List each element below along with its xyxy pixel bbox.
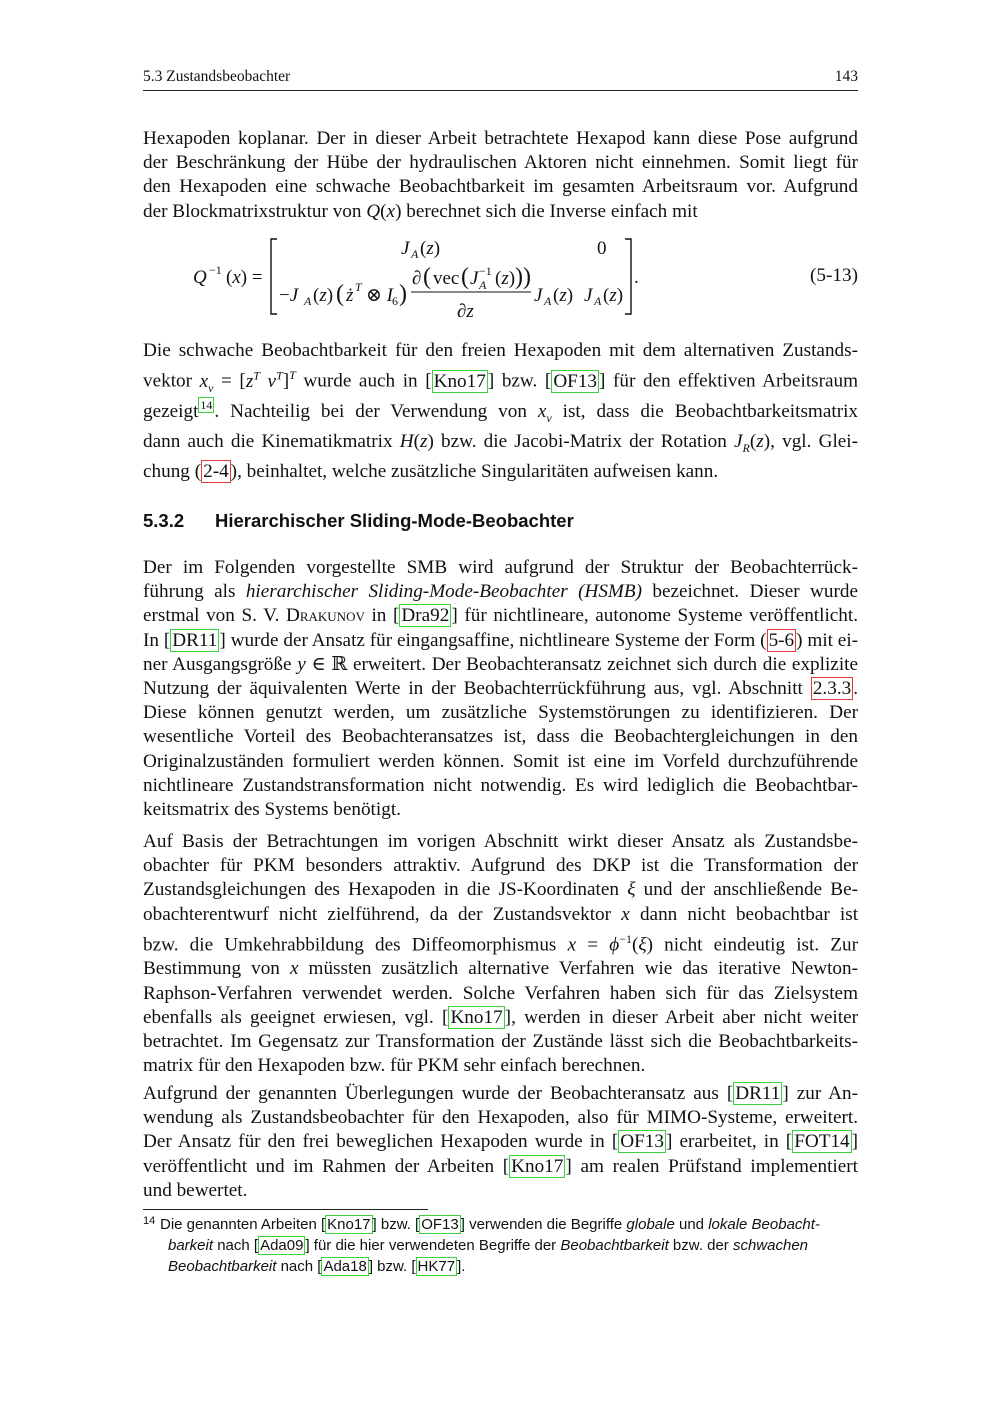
- svg-text:(x) =: (x) =: [226, 267, 263, 288]
- svg-text:6: 6: [392, 294, 398, 308]
- svg-text:A: A: [304, 294, 312, 308]
- text-line: der Blockmatrixstruktur von Q(x) berechnet sich die Inverse einfach mit: [143, 200, 698, 222]
- text-line: keitsmatrix des Systems benötigt.: [143, 799, 401, 821]
- citation-kno17[interactable]: Kno17: [511, 1155, 564, 1177]
- footnote-line: Die genannten Arbeiten [ Kno17 ] bzw. [ OF13 ] verwenden die Begriffe globale und lokale Beobacht-: [160, 1216, 820, 1233]
- equation-svg: [143, 234, 858, 324]
- text-line: wesentliche Vorteil des Beobachteransatzes ist, dass die Beobachtergleichungen in den: [143, 726, 858, 748]
- citation-ada09[interactable]: Ada09: [260, 1237, 304, 1254]
- text-line: Die schwache Beobachtbarkeit für den freien Hexapoden mit dem alternativen Zustands-: [143, 340, 858, 361]
- svg-text:(z): (z): [553, 285, 574, 306]
- svg-text:J: J: [470, 268, 479, 289]
- text-line: Der Ansatz für den frei beweglichen Hexapoden wurde in [ OF13 ] erarbeitet, in [ FOT14 ]: [143, 1131, 859, 1153]
- svg-text:J: J: [534, 285, 543, 306]
- page-number: 143: [834, 68, 858, 85]
- text-line: obachter für PKM besonders attraktiv. Aufgrund des DKP ist die Transformation der: [143, 855, 858, 877]
- svg-text:)): )): [515, 264, 531, 290]
- header-section-title: 5.3 Zustandsbeobachter: [143, 68, 291, 85]
- footnote-line: Beobachtbarkeit nach [ Ada18 ] bzw. [ HK77 ].: [168, 1258, 466, 1275]
- svg-text:∂: ∂: [412, 268, 422, 289]
- text-line: veröffentlicht und im Rahmen der Arbeiten [ Kno17 ] am realen Prüfstand implementiert: [143, 1155, 858, 1177]
- ref-equation-2-4[interactable]: 2-4: [203, 460, 229, 482]
- citation-of13[interactable]: OF13: [553, 370, 598, 392]
- text-line: betrachtet. Im Gegensatz zur Transformation der Zustände lässt sich die Beobachtbarkeits-: [143, 1031, 858, 1053]
- svg-text:): ): [399, 281, 407, 307]
- paragraph-1: [143, 127, 858, 224]
- text-line: obachterentwurf nicht zielführend, da der Zustandsvektor x dann nicht beobachtbar ist: [143, 903, 859, 925]
- svg-text:(: (: [336, 281, 344, 307]
- paragraph-3: [143, 556, 858, 822]
- citation-ada18[interactable]: Ada18: [323, 1258, 367, 1275]
- text-line: gezeigt $^{14}$ . Nachteilig bei der Verwendung von $x_v$ ist, dass die Beobachtbarkeitsmatrix: [143, 398, 859, 425]
- ref-section-2-3-3[interactable]: 2.3.3: [812, 678, 852, 700]
- author-name: Drakunov: [285, 605, 365, 627]
- paragraph-2: [143, 339, 858, 484]
- ref-equation-5-6[interactable]: 5-6: [768, 629, 795, 651]
- svg-text:(z): (z): [313, 285, 334, 306]
- text-line: Aufgrund der genannten Überlegungen wurde der Beobachteransatz aus [ DR11 ] zur An-: [143, 1083, 858, 1104]
- text-line: ner Ausgangsgröße y ∈ ℝ erweitert. Der Beobachteransatz zeichnet sich durch die explizite: [143, 653, 858, 675]
- svg-text:0: 0: [597, 238, 607, 259]
- svg-text:A: A: [479, 278, 487, 292]
- section-number: 5.3.2: [143, 510, 185, 531]
- svg-text:A: A: [411, 247, 419, 261]
- svg-text:T: T: [355, 280, 362, 294]
- footnote-number: 14: [143, 1215, 156, 1227]
- text-line: Raphson-Verfahren verwendet werden. Solche Verfahren haben sich für das Zielsystem: [143, 982, 858, 1004]
- text-line: vektor $x_v = [z^T$ $v^T]^T$ wurde auch in [ Kno17 ] bzw. [ OF13 ] für den effektiven Arbeitsraum: [143, 368, 859, 395]
- svg-text:J: J: [584, 285, 593, 306]
- text-line: bzw. die Umkehrabbildung des Diffeomorphismus $x = \phi^{-1}(\xi)$ nicht eindeutig ist. Zur: [143, 931, 859, 956]
- equation-label: (5-13): [810, 265, 858, 286]
- citation-kno17[interactable]: Kno17: [433, 370, 486, 392]
- text-line: den Hexapoden eine schwache Beobachtbarkeit im gesamten Arbeitsraum vor. Aufgrund: [143, 176, 858, 198]
- citation-dr11[interactable]: DR11: [735, 1083, 781, 1104]
- svg-text:vec: vec: [433, 268, 460, 289]
- footnote-divider: [143, 1209, 428, 1210]
- svg-text:Q: Q: [193, 267, 207, 288]
- svg-text:⊗ I: ⊗ I: [366, 285, 393, 306]
- svg-text:−J: −J: [279, 285, 299, 306]
- text-line: Bestimmung von x müssten zusätzlich alternative Verfahren wie das iterative Newton-: [143, 958, 858, 980]
- citation-of13[interactable]: OF13: [421, 1216, 459, 1233]
- text-line: matrix für den Hexapoden bzw. für PKM sehr einfach berechnen.: [143, 1055, 646, 1077]
- text-line: und bewertet.: [143, 1179, 248, 1201]
- citation-of13[interactable]: OF13: [620, 1131, 664, 1153]
- paragraph-4: [143, 830, 858, 1078]
- svg-text:(z): (z): [603, 285, 624, 306]
- text-line: Diese können genutzt werden, um zusätzliche Systemstörungen zu identifizieren. Der: [143, 702, 858, 724]
- citation-hk77[interactable]: HK77: [417, 1258, 456, 1275]
- equation-5-13: [143, 234, 858, 324]
- running-header: [143, 68, 858, 91]
- svg-text:A: A: [594, 294, 602, 308]
- text-line: Hexapoden koplanar. Der in dieser Arbeit betrachtete Hexapod kann diese Pose aufgrund: [143, 128, 858, 149]
- svg-text:−1: −1: [479, 264, 492, 278]
- paragraph-5: [143, 1082, 858, 1203]
- text-line: Nutzung der äquivalenten Werte in der Beobachterrückführung aus, vgl. Abschnitt 2.3.3 .: [143, 678, 858, 700]
- section-heading: [143, 510, 574, 532]
- svg-text:(z): (z): [420, 238, 441, 259]
- svg-text:(: (: [423, 264, 431, 290]
- svg-text:−1: −1: [209, 263, 222, 277]
- citation-dra92[interactable]: Dra92: [401, 605, 450, 627]
- svg-text:A: A: [544, 294, 552, 308]
- text-line: In [ DR11 ] wurde der Ansatz für eingangsaffine, nichtlineare Systeme der Form ( 5-6 ) mit ei-: [143, 629, 859, 651]
- citation-kno17[interactable]: Kno17: [450, 1006, 503, 1028]
- text-line: dann auch die Kinematikmatrix H(z) bzw. die Jacobi-Matrix der Rotation $J_R(z)$, vgl. Glei-: [143, 430, 859, 455]
- svg-text:ż: ż: [346, 285, 354, 306]
- footnote-14: [143, 1214, 858, 1277]
- text-line: ebenfalls als geeignet erwiesen, vgl. [ Kno17 ], werden in dieser Arbeit aber nicht weiter: [143, 1006, 858, 1028]
- text-line: nichtlineare Zustandstransformation nicht notwendig. Es wird lediglich die Beobachtbar-: [143, 774, 858, 796]
- svg-text:.: .: [634, 267, 639, 288]
- text-line: Originalzuständen formuliert werden können. Somit ist eine im Vorfeld durchzuführende: [143, 750, 858, 772]
- text-line: Der im Folgenden vorgestellte SMB wird aufgrund der Struktur der Beobachterrück-: [143, 557, 858, 578]
- citation-kno17[interactable]: Kno17: [327, 1216, 371, 1233]
- text-line: chung ( 2-4 ), beinhaltet, welche zusätzliche Singularitäten aufweisen kann.: [143, 460, 719, 482]
- svg-text:(z): (z): [495, 268, 516, 289]
- text-line: führung als hierarchischer Sliding-Mode-Beobachter (HSMB) bezeichnet. Dieser wurde: [143, 581, 859, 603]
- footnote-line: barkeit nach [ Ada09 ] für die hier verwendeten Begriffe der Beobachtbarkeit bzw. der schwachen: [168, 1237, 809, 1254]
- svg-text:∂z: ∂z: [457, 301, 474, 322]
- footnote-mark[interactable]: 14: [200, 398, 213, 413]
- svg-text:J: J: [401, 238, 410, 259]
- citation-fot14[interactable]: FOT14: [794, 1131, 850, 1153]
- citation-dr11[interactable]: DR11: [172, 629, 218, 651]
- text-line: Auf Basis der Betrachtungen im vorigen Abschnitt wirkt dieser Ansatz als Zustandsbe-: [143, 831, 858, 852]
- text-line: wendung als Zustandsbeobachter für den Hexapoden, also für MIMO-Systeme, erweitert.: [143, 1107, 858, 1129]
- svg-text:(: (: [461, 264, 469, 290]
- text-line: Zustandsgleichungen des Hexapoden in die JS-Koordinaten ξ und der anschließende Be-: [143, 879, 859, 901]
- text-line: erstmal von S. V. Drakunov in [ Dra92 ] für nichtlineare, autonome Systeme veröffentlicht.: [143, 605, 859, 627]
- text-line: der Beschränkung der Hübe der hydraulischen Aktoren nicht einnehmen. Somit liegt für: [143, 152, 858, 174]
- section-title: Hierarchischer Sliding-Mode-Beobachter: [215, 510, 574, 531]
